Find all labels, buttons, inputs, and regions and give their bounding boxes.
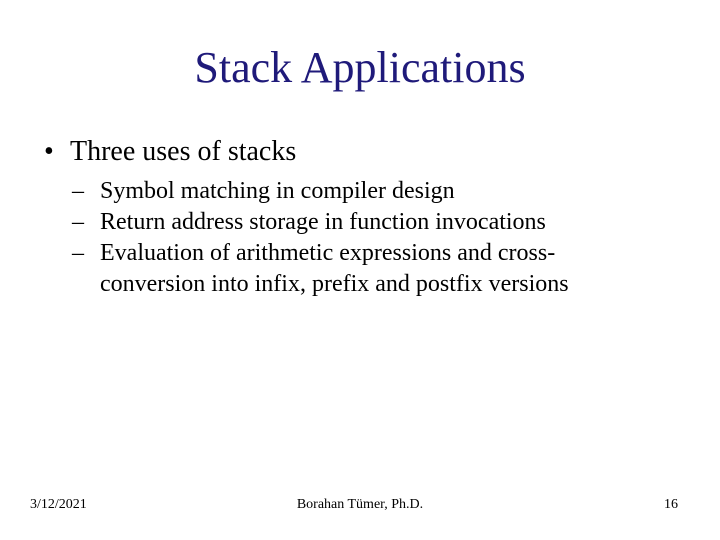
- main-bullet-text: Three uses of stacks: [70, 136, 297, 167]
- sub-bullet-item: [72, 176, 672, 207]
- page-number: 16: [664, 497, 678, 512]
- bullet-icon: •: [44, 136, 54, 167]
- slide-title: Stack Applications: [194, 43, 526, 92]
- dash-icon: –: [72, 240, 84, 266]
- sub-bullet-list: [72, 176, 672, 300]
- sub-bullet-text: Symbol matching in compiler design: [100, 178, 455, 204]
- main-bullet: [44, 134, 296, 170]
- footer-author: Borahan Tümer, Ph.D.: [296, 497, 424, 512]
- dash-icon: –: [72, 178, 84, 204]
- sub-bullet-item: [72, 207, 672, 238]
- sub-bullet-item: [72, 238, 672, 300]
- sub-bullet-text: Evaluation of arithmetic expressions and cross- conversion into infix, prefix and postfix versions: [100, 240, 569, 297]
- dash-icon: –: [72, 209, 84, 235]
- sub-bullet-text: Return address storage in function invocations: [100, 209, 546, 235]
- footer-date: 3/12/2021: [30, 497, 87, 512]
